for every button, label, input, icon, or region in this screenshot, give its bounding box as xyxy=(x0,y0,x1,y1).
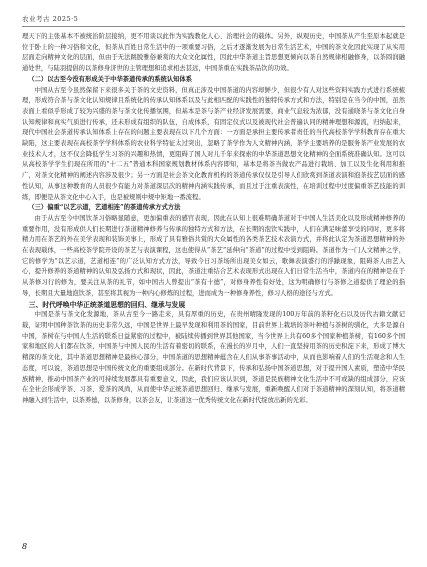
body-paragraph: 由于从古至今中国饮茶习俗略显随意，更加偏重表的感官表现，因此在认知上很难明确茶道对于中国人生活美化以及形成精神修养的重要作用，没有形成供人们长期进行茶道精神修养与传承的独特方式和方法，在长期的泡饮实践中，人们在满足味蕾享受的同时，更多将精力用在茶艺的外在美学表现和装饰美事上，形成了具有雅俗共赏的大众属性的各类茶艺技术表演方式，并将此认定为茶道思想精神的外在表现载体，一些高校茶学院开设的茶艺与表演课程，这也使得从“茶艺”延伸向“茶道”的过程中受到阻碍。茶道作为一门人文精神之学，它的修学为“以艺示道，艺道相连”的广泛认知方式方法，导致今日习茶场所出现美女如云，歌舞表演盛行的浮躁现象，阻碍茶人由艺入心，提升修养的茶道精神的认知及弘扬方式和现状，因此，茶道注重结合艺术表现形式出现在人们日常生活当中，茶道内在的精神是在于从茶修习行的修为，要关注从茶的礼节，如中国古人曾提出“茶有十德”，对修身养性有好处，这为明确修行与茶修之道提供了理论的指导，长期且大量地泡饮茶，甚至将其视为一种内心修炼的过程，进而成为一种修身养性，修习人格的途径与方式。 xyxy=(22,214,405,297)
article-body xyxy=(22,32,405,407)
subsection-heading: （二）以古至今没有形成关于中华茶道传承的系统认知体系 xyxy=(28,75,193,83)
body-paragraph: 中国是茶与茶文化发源地，茶从古至今一路走来，具有厚重的历史，在贵州晴隆发现的100万年前的茶籽化石以及历代古籍文献记载，证明中国种茶饮茶的历史非常久远，中国是世界上最早发现和利用茶的国家，目前世界上栽培的茶叶种植与茶树的驯化，大多是源自中国，茶树在与中国人生活的联系日益紧密的过程中，被陆续传播到世界其他国家，当今世界上共有60多个国家种植茶树，有160多个国家和地区的人们都在饮茶，中国茶与中国人民的生活有着密切的联系，在漫长的岁月中，人们一直坚持用茶的历史积淀下来，形成了博大精深的茶文化，其中茶道思想精神是最核心部分，中国茶道的思想精神蕴含在人们从事茶事活动中，从而也影响着人们的生活观念和人生态度，可以说，茶道思想是中国传统文化的重要组成部分。在新时代背景下，传承和弘扬中国茶道思想，对于提升国人素质，塑造中华民族精神，推动中国茶产业的可持续发展都具有重要意义，因此，我们应该认识到，茶道是民族精神文化生活中不可或缺的组成部分，应该在全社会形成学茶、习茶、爱茶的风尚，从而使中华正统茶道思想回归、继承与发展，重新唤醒人们对于茶道精神的深刻认知，将茶道精神融入到生活中，以茶养德，以茶修身，以茶会友，让茶道这一优秀传统文化在新时代绽放出新的光彩。 xyxy=(22,311,405,404)
subsection-heading: （三）偏重“以艺示道，艺道相连”的茶道传承方式方法 xyxy=(28,204,181,212)
body-paragraph: 理天下的主张基本不被统治阶层接纳，更不用谈以此作为实践教化人心、治理社会的载体。另外，纵观历史，中国茶从产生至原本起就是位于卧上的一种习俗和文化，但茶从百姓日常生活中的一项重要习俗，之后才逐渐发展为日常生活艺术，中国的茶文化因此实现了从实用层面走向精神文化的层面，但由于无法跳脱雅俗兼赏的大众文化属性，因此中华茶道主旨思想更倾向以茶自然规律相融修身，以茶圆润融通处世，与陆羽提倡的以茶修身济世的主管理想和追求相去甚远，中国茶重在实践茶品饮的功效。 xyxy=(22,33,405,73)
running-header xyxy=(22,14,405,27)
journal-issue: 农业考古 2025·5 xyxy=(22,15,79,23)
section-heading: 三、时代呼唤中华正统茶道思想的回归、继承与发展 xyxy=(28,300,186,309)
body-paragraph: 中国从古至今虽然保留下来很多关于茶的文史资料，但真正涉及中国茶道的内容却鲜少，但很少有人对这些资料实践方式进行系统梳理，形成符合茶与茶文化认知规律且系统化的传承认知体系以及与此相匹配的实践性的独特传承方式和方法，特别是在当今的中国，虽然表面上看似乎形成了较为兴盛的茶与茶文化传播氛围，但基本是茶与茶产业经济发展需要，商业气息较为浓郁，没有通晓茶与茶文化自身认知规律和真实气质进行传承，还未形成有组织的队伍，自成体系，有固定仪式以及被现代社会普遍认同的精神理想和源流，归纳起来，现代中国社会茶道传承认知体系上存在的问题主要表现在以下几个方面：一方面是承担主要传承者责任的当代高校茶学学科教育存在重大缺陷，这主要表现在高校茶学学科体系的农业科学特征太过突出，忽略了茶学作为人文精神内涵，茶学主要培养的是服务茶产业发展的农业技术人才，这不仅会降低学生习茶的兴趣和热情，更阻碍了国人对儿千年来探索的中华茶道思想文化精神的全面系统准确认知。这可以从高校茶学学生们现在所用的“十二五”普通本科国家规划教材体系内容即知，基本是将茶当做农产品进行栽培、加工以及生化利用和推广，对茶文化精神的阐述内容涉及很少；另一方面是社会茶文化教育机构的茶道传承仅仅是引导人们欣赏到茶道表演和泡茶技艺层面的感性认知，从事这种教育的人员很少有能力对茶道深层次的精神内涵实践传承，而且过于注重表演性，在培训过程中过度偏重茶艺技能的训练，即便是从茶文化中心入手，也是被规则中规中矩地一番流程。 xyxy=(22,86,405,201)
page-number: 8 xyxy=(22,542,28,551)
